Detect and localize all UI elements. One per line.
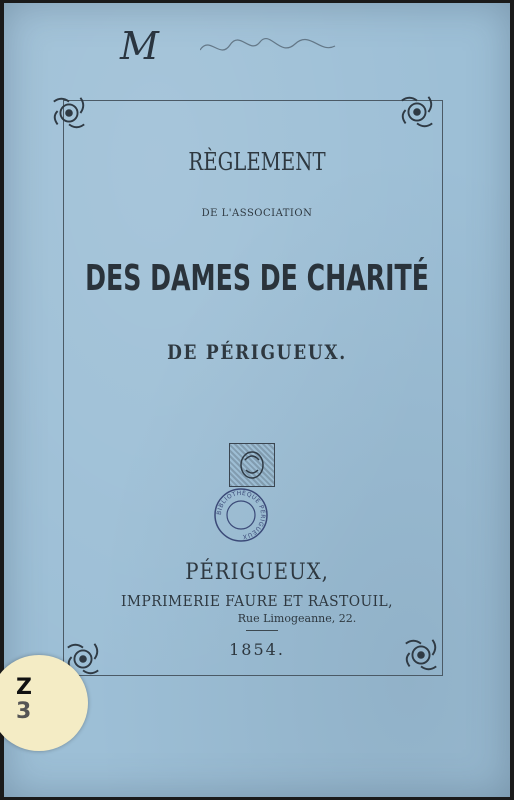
shelf-label-line2: 3 [16,699,32,724]
library-stamp-icon [213,487,269,543]
title-perigueux: DE PÉRIGUEUX. [167,340,347,364]
handwriting-scribble [200,30,360,70]
imprint-city: PÉRIGUEUX, [185,560,329,585]
shelf-label-line1: Z [16,675,32,700]
title-association: DE L'ASSOCIATION [201,208,313,219]
shelf-label-text [16,676,32,724]
printer-vignette-icon [229,443,275,487]
corner-ornament-icon [50,94,88,132]
handwritten-annotation: M [120,24,161,68]
imprint-printer: IMPRIMERIE FAURE ET RASTOUIL, [120,592,394,610]
title-dames-de-charite: DES DAMES DE CHARITÉ [85,258,429,299]
decorative-frame [63,100,443,676]
title-reglement: RÈGLEMENT [188,148,326,176]
stamp-text: BIBLIOTHÈQUE PÉRIGUEUX [215,489,267,541]
divider [246,630,278,631]
imprint-address: Rue Limogeanne, 22. [237,612,357,625]
imprint-year: 1854. [229,640,285,659]
corner-ornament-icon [398,93,436,131]
